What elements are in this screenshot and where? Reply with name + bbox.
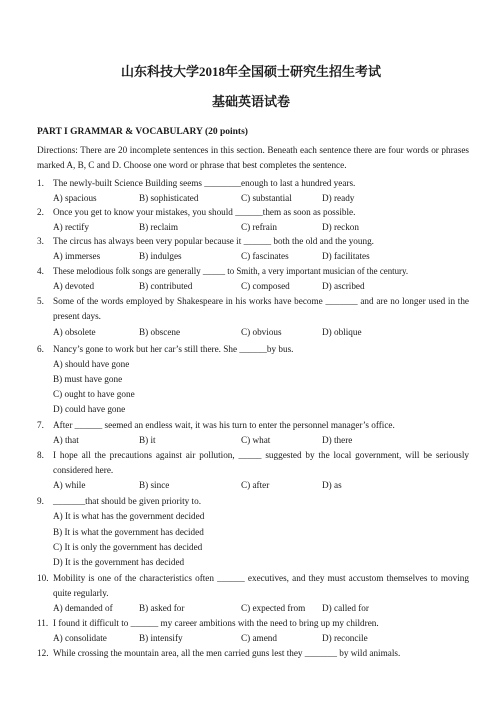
question-stem: I hope all the precautions against air pollution, _____ suggested by the local government, will be seriously considered here. <box>53 450 469 475</box>
question-1 <box>37 176 469 191</box>
question-number: 4. <box>37 266 44 276</box>
option-a: A) It is what has the government decided <box>53 511 205 521</box>
option-d: D) oblique <box>322 327 362 337</box>
option-a: A) obsolete <box>53 327 96 337</box>
question-3-options <box>53 249 473 264</box>
option-b: B) indulges <box>139 251 182 261</box>
question-number: 7. <box>37 420 44 430</box>
option-b: B) must have gone <box>53 374 123 384</box>
option-c: C) refrain <box>241 222 277 232</box>
option-d: D) reconcile <box>322 633 368 643</box>
option-c: C) obvious <box>241 327 282 337</box>
option-c: C) substantial <box>241 193 292 203</box>
option-a: A) demanded of <box>53 603 113 613</box>
question-number: 11. <box>37 618 49 628</box>
option-d: D) as <box>322 480 342 490</box>
option-a: A) immerses <box>53 251 101 261</box>
option-d: D) It is the government has decided <box>53 557 185 567</box>
question-10 <box>37 571 469 600</box>
question-stem: These melodious folk songs are generally _____ to Smith, a very important musician of the century. <box>53 266 409 276</box>
question-7 <box>37 418 469 433</box>
option-d: D) facilitates <box>322 251 370 261</box>
question-10-options <box>53 601 473 616</box>
option-c: C) fascinates <box>241 251 289 261</box>
question-7-options <box>53 433 473 448</box>
option-c: C) It is only the government has decided <box>53 542 203 552</box>
question-1-options <box>53 191 473 206</box>
option-c: C) amend <box>241 633 277 643</box>
question-11 <box>37 616 469 631</box>
question-number: 9. <box>37 496 44 506</box>
option-c: C) expected from <box>241 603 306 613</box>
section-heading: PART I GRAMMAR & VOCABULARY (20 points) <box>37 127 248 137</box>
exam-subtitle: 基础英语试卷 <box>211 94 290 109</box>
question-stem: The circus has always been very popular because it ______ both the old and the young. <box>53 236 374 246</box>
option-a: A) rectify <box>53 222 89 232</box>
question-number: 6. <box>37 344 44 354</box>
option-c: C) ought to have gone <box>53 389 135 399</box>
option-b: B) since <box>139 480 170 490</box>
question-stem: Mobility is one of the characteristics often ______ executives, and they must accustom themselves to moving quite regularly. <box>53 573 469 598</box>
option-b: B) obscene <box>139 327 181 337</box>
option-a: A) should have gone <box>53 359 130 369</box>
question-stem: Some of the words employed by Shakespeare in his works have become _______ and are no longer used in the present days. <box>53 296 469 321</box>
question-stem: Once you get to know your mistakes, you should ______them as soon as possible. <box>53 207 356 217</box>
option-b: B) It is what the government has decided <box>53 527 204 537</box>
option-b: B) it <box>139 435 156 445</box>
option-a: A) while <box>53 480 86 490</box>
question-number: 2. <box>37 207 44 217</box>
question-stem: While crossing the mountain area, all the men carried guns lest they _______ by wild animals. <box>53 648 401 658</box>
option-c: C) composed <box>241 281 290 291</box>
directions-text: Directions: There are 20 incomplete sentences in this section. Beneath each sentence there are four words or phrases marked A, B, C and D. Choose one word or phrase that best completes the sentence. <box>37 145 469 170</box>
question-5-options <box>53 325 473 340</box>
question-4-options <box>53 279 473 294</box>
question-5 <box>37 294 469 323</box>
question-stem: After ______ seemed an endless wait, it was his turn to enter the personnel manager’s office. <box>53 420 395 430</box>
question-stem: The newly-built Science Building seems ________enough to last a hundred years. <box>53 178 356 188</box>
option-b: B) sophisticated <box>139 193 199 203</box>
question-stem: Nancy’s gone to work but her car’s still there. She ______by bus. <box>53 344 294 354</box>
question-number: 5. <box>37 296 44 306</box>
question-number: 8. <box>37 450 44 460</box>
option-d: D) called for <box>322 603 369 613</box>
option-b: B) contributed <box>139 281 193 291</box>
question-stem: I found it difficult to ______ my career ambitions with the need to bring up my children. <box>53 618 379 628</box>
question-8 <box>37 448 469 477</box>
question-12 <box>37 646 469 661</box>
exam-title: 山东科技大学2018年全国硕士研究生招生考试 <box>120 64 381 79</box>
question-stem: _______that should be given priority to. <box>53 496 202 506</box>
question-9 <box>37 494 469 509</box>
option-d: D) could have gone <box>53 404 126 414</box>
question-2-options <box>53 220 473 235</box>
option-d: D) there <box>322 435 353 445</box>
question-number: 3. <box>37 236 44 246</box>
option-b: B) intensify <box>139 633 183 643</box>
option-c: C) after <box>241 480 270 490</box>
option-a: A) consolidate <box>53 633 107 643</box>
question-8-options <box>53 478 473 493</box>
question-3 <box>37 234 469 249</box>
option-a: A) that <box>53 435 79 445</box>
option-a: A) spacious <box>53 193 97 203</box>
question-number: 1. <box>37 178 44 188</box>
option-b: B) reclaim <box>139 222 179 232</box>
option-d: D) ascribed <box>322 281 365 291</box>
question-number: 10. <box>37 573 49 583</box>
option-c: C) what <box>241 435 271 445</box>
question-2 <box>37 205 469 220</box>
question-number: 12. <box>37 648 49 658</box>
question-11-options <box>53 631 473 646</box>
option-a: A) devoted <box>53 281 95 291</box>
option-d: D) ready <box>322 193 355 203</box>
question-4 <box>37 264 469 279</box>
option-b: B) asked for <box>139 603 185 613</box>
option-d: D) reckon <box>322 222 359 232</box>
question-6 <box>37 342 469 357</box>
